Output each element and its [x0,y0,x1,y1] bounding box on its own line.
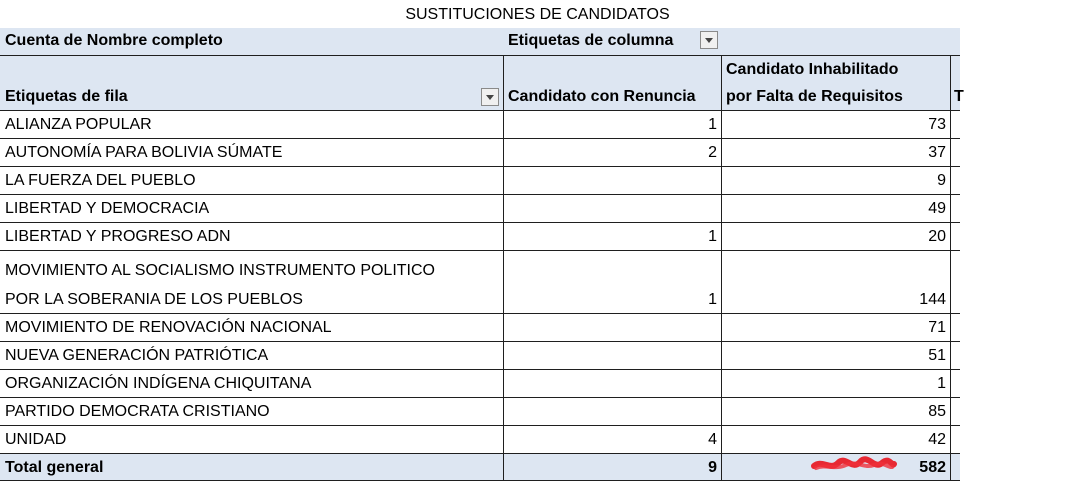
row-label: UNIDAD [5,431,67,448]
column-labels-header: Etiquetas de columna [508,32,674,49]
row-label-line2: POR LA SOBERANIA DE LOS PUEBLOS [5,291,303,308]
total-general-label: Total general [5,459,104,476]
inhabilitado-value: 51 [928,347,946,364]
row-labels-header: Etiquetas de fila [5,88,128,105]
total-inhabilitado-value: 582 [919,459,946,476]
sheet-title: SUSTITUCIONES DE CANDIDATOS [405,6,670,23]
inhabilitado-value: 20 [928,228,946,245]
renuncia-value: 4 [708,431,717,448]
inhabilitado-value: 144 [919,291,946,308]
renuncia-value: 1 [708,116,717,133]
inhabilitado-value: 73 [928,116,946,133]
column-labels-filter-button[interactable] [700,31,718,49]
row-labels-filter-button[interactable] [481,88,499,106]
inhabilitado-value: 49 [928,200,946,217]
row-label: NUEVA GENERACIÓN PATRIÓTICA [5,347,269,364]
row-label: LIBERTAD Y DEMOCRACIA [5,200,210,217]
value-field-label: Cuenta de Nombre completo [5,32,223,49]
row-label: AUTONOMÍA PARA BOLIVIA SÚMATE [5,144,283,161]
inhabilitado-value: 71 [928,319,946,336]
row-label-line1: MOVIMIENTO AL SOCIALISMO INSTRUMENTO POLITICO [5,262,435,279]
inhabilitado-value: 9 [937,172,946,189]
column-header-renuncia: Candidato con Renuncia [508,88,696,105]
row-label: ORGANIZACIÓN INDÍGENA CHIQUITANA [5,375,312,392]
row-label: ALIANZA POPULAR [5,116,152,133]
inhabilitado-value: 42 [928,431,946,448]
row-label: LIBERTAD Y PROGRESO ADN [5,228,231,245]
renuncia-value: 2 [708,144,717,161]
column-header-inhabilitado-line2: por Falta de Requisitos [726,88,903,105]
total-renuncia-value: 9 [708,459,717,476]
row-label: PARTIDO DEMOCRATA CRISTIANO [5,403,270,420]
renuncia-value: 1 [708,291,717,308]
row-label: LA FUERZA DEL PUEBLO [5,172,196,189]
renuncia-value: 1 [708,228,717,245]
inhabilitado-value: 37 [928,144,946,161]
column-header-total: T [954,88,964,105]
inhabilitado-value: 1 [937,375,946,392]
inhabilitado-value: 85 [928,403,946,420]
redaction-scribble [812,455,896,475]
column-header-inhabilitado-line1: Candidato Inhabilitado [726,61,899,78]
row-label: MOVIMIENTO DE RENOVACIÓN NACIONAL [5,319,332,336]
